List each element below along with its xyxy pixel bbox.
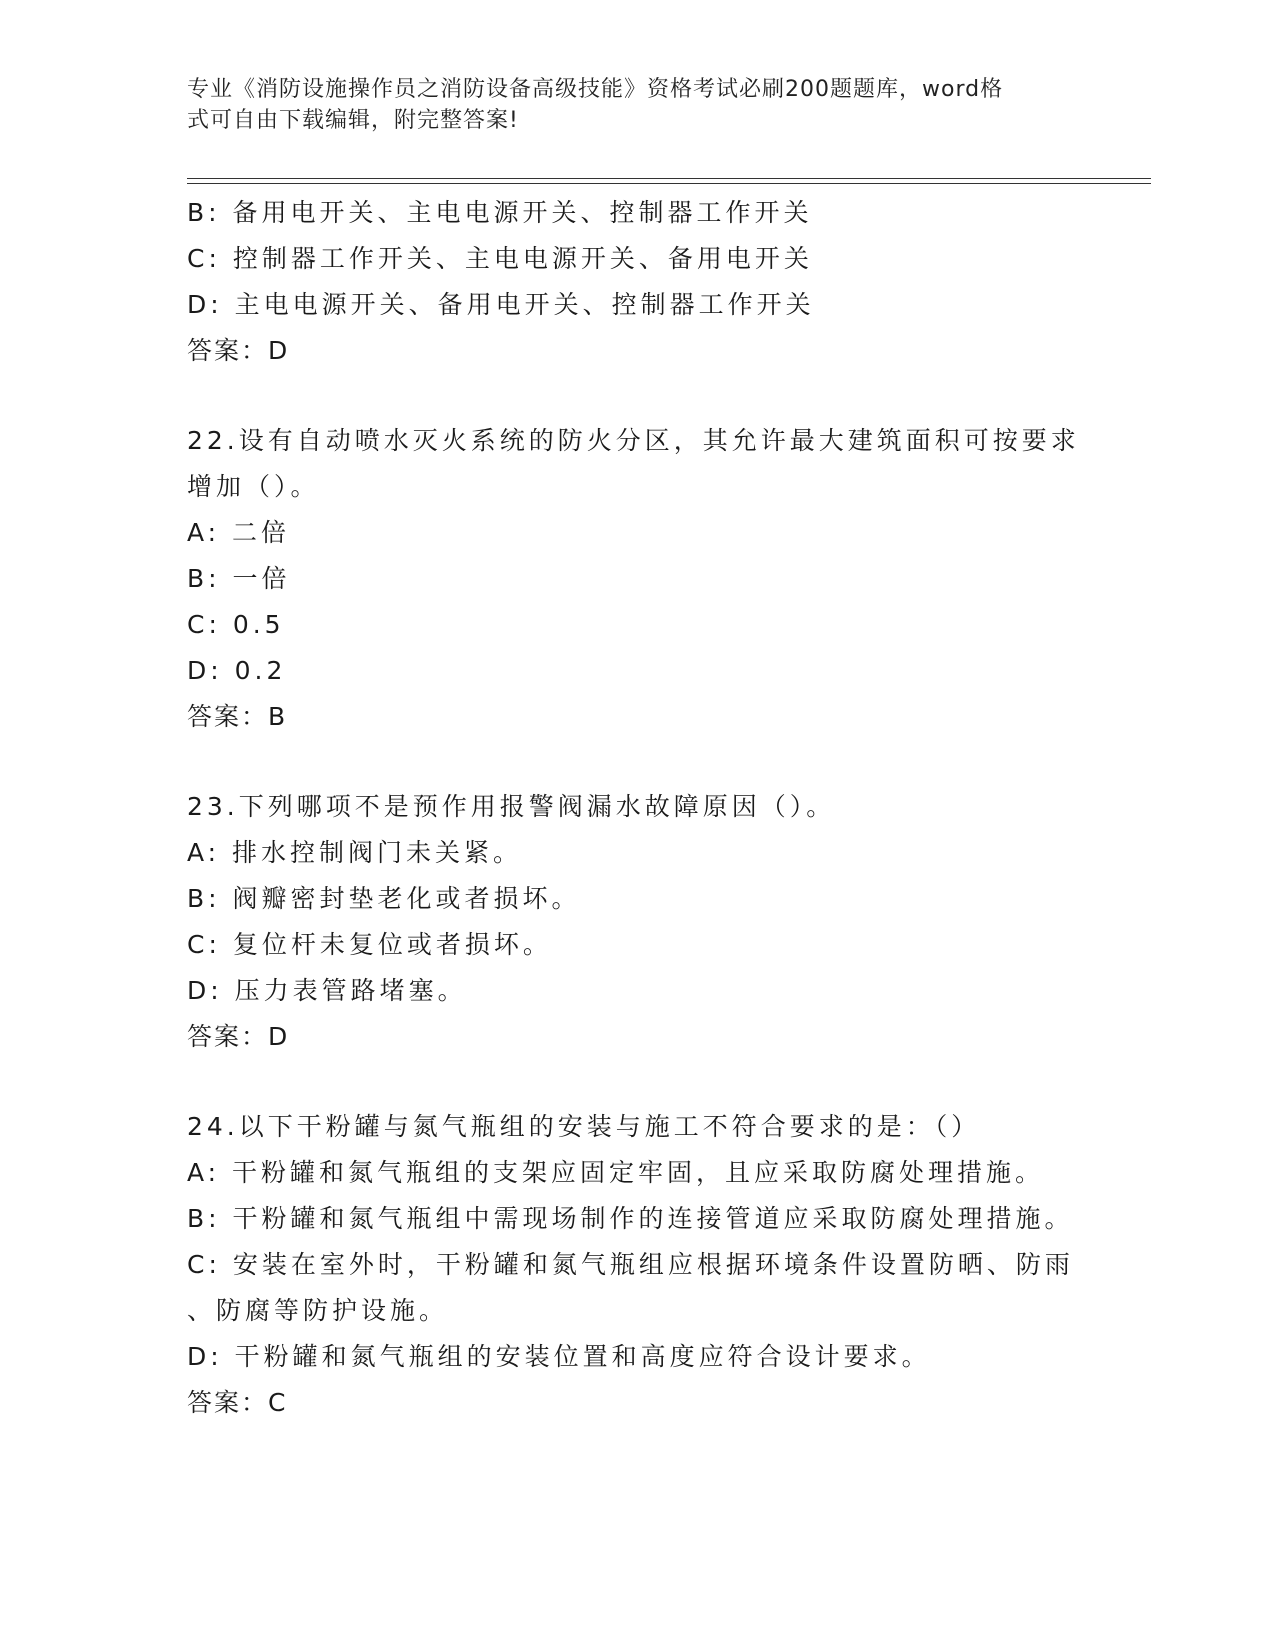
option-b: B: 阀瓣密封垫老化或者损坏。 [187,884,581,913]
answer: 答案：D [187,1022,290,1051]
answer: 答案：C [187,1388,288,1417]
question-stem-cont: 增加（）。 [187,472,320,501]
option-b: B: 备用电开关、主电电源开关、控制器工作开关 [187,198,813,227]
answer: 答案：D [187,336,290,365]
header-divider-bottom [187,183,1151,184]
spacer [187,740,1087,784]
question-21 [187,190,1087,374]
option-a: A: 干粉罐和氮气瓶组的支架应固定牢固，且应采取防腐处理措施。 [187,1158,1045,1187]
option-d: D: 0.2 [187,656,287,685]
option-c: C: 控制器工作开关、主电电源开关、备用电开关 [187,244,813,273]
question-stem: 22.设有自动喷水灭火系统的防火分区，其允许最大建筑面积可按要求 [187,426,1080,455]
question-list [187,190,1087,1426]
answer: 答案：B [187,702,288,731]
document-header [187,74,1067,136]
header-line-1: 专业《消防设施操作员之消防设备高级技能》资格考试必刷200题题库，word格 [187,77,1004,102]
option-c: C: 安装在室外时，干粉罐和氮气瓶组应根据环境条件设置防晒、防雨 [187,1250,1074,1279]
option-a: A: 排水控制阀门未关紧。 [187,838,523,867]
spacer [187,374,1087,418]
option-d: D: 压力表管路堵塞。 [187,976,467,1005]
option-b: B: 一倍 [187,564,291,593]
header-divider-top [187,178,1151,179]
question-stem: 24.以下干粉罐与氮气瓶组的安装与施工不符合要求的是：（） [187,1112,981,1141]
spacer [187,1060,1087,1104]
option-a: A: 二倍 [187,518,291,547]
question-22 [187,418,1087,740]
option-b: B: 干粉罐和氮气瓶组中需现场制作的连接管道应采取防腐处理措施。 [187,1204,1074,1233]
question-stem: 23.下列哪项不是预作用报警阀漏水故障原因（）。 [187,792,836,821]
option-d: D: 干粉罐和氮气瓶组的安装位置和高度应符合设计要求。 [187,1342,931,1371]
question-24 [187,1104,1087,1426]
header-line-2: 式可自由下载编辑，附完整答案! [187,108,519,133]
question-23 [187,784,1087,1060]
option-c-cont: 、防腐等防护设施。 [187,1296,449,1325]
option-c: C: 0.5 [187,610,285,639]
option-c: C: 复位杆未复位或者损坏。 [187,930,552,959]
option-d: D: 主电电源开关、备用电开关、控制器工作开关 [187,290,815,319]
